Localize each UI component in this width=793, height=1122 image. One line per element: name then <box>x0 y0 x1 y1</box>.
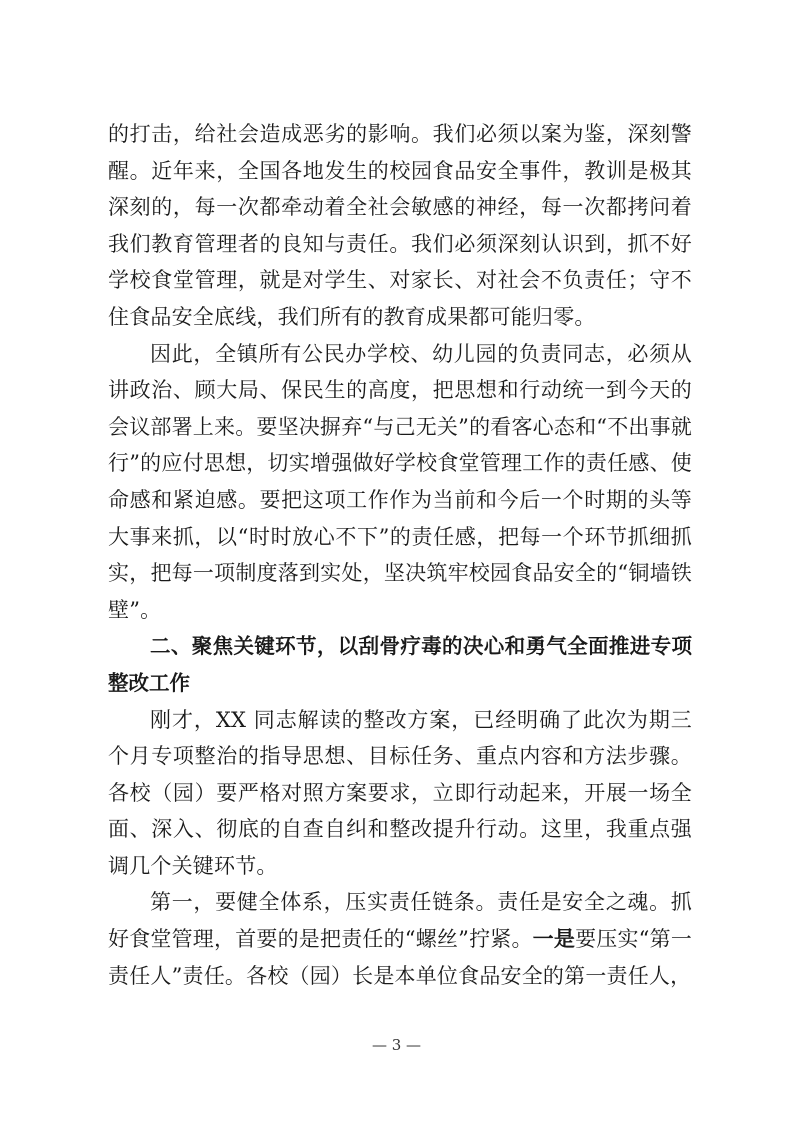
paragraph-2: 因此，全镇所有公民办学校、幼儿园的负责同志，必须从讲政治、顾大局、保民生的高度，把思想和行动统一到今天的会议部署上来。要坚决摒弃“与己无关”的看客心态和“不出事就行”的应付思想，切实增强做好学校食堂管理工作的责任感、使命感和紧迫感。要把这项工作作为当前和今后一个时期的头等大事来抓，以“时时放心不下”的责任感，把每一个环节抓细抓实，把每一项制度落到实处，坚决筑牢校园食品安全的“铜墙铁壁”。 <box>108 341 693 622</box>
section-heading-2: 二、聚焦关键环节，以刮骨疗毒的决心和勇气全面推进专项整改工作 <box>108 634 692 695</box>
document-body <box>108 116 692 994</box>
paragraph-4-rest: 要压实“第一责任人”责任。各校（园）长是本单位食品安全的第一责任人， <box>108 927 693 988</box>
paragraph-4 <box>108 884 692 994</box>
paragraph-1: 的打击，给社会造成恶劣的影响。我们必须以案为鉴，深刻警醒。近年来，全国各地发生的校园食品安全事件，教训是极其深刻的，每一次都牵动着全社会敏感的神经，每一次都拷问着我们教育管理者的良知与责任。我们必须深刻认识到，抓不好学校食堂管理，就是对学生、对家长、对社会不负责任；守不住食品安全底线，我们所有的教育成果都可能归零。 <box>108 122 692 329</box>
paragraph-3: 刚才，XX 同志解读的整改方案，已经明确了此次为期三个月专项整治的指导思想、目标任务、重点内容和方法步骤。各校（园）要严格对照方案要求，立即行动起来，开展一场全面、深入、彻底的自查自纠和整改提升行动。这里，我重点强调几个关键环节。 <box>108 707 692 878</box>
page-number: — 3 — <box>371 1036 422 1054</box>
paragraph-4-start: 第一，要健全体系，压实责任链条。责任是安全之魂。抓好食堂管理，首要的是把责任的“螺丝”拧紧。 <box>108 890 692 952</box>
paragraph-4-emphasis: 一是 <box>532 926 576 952</box>
